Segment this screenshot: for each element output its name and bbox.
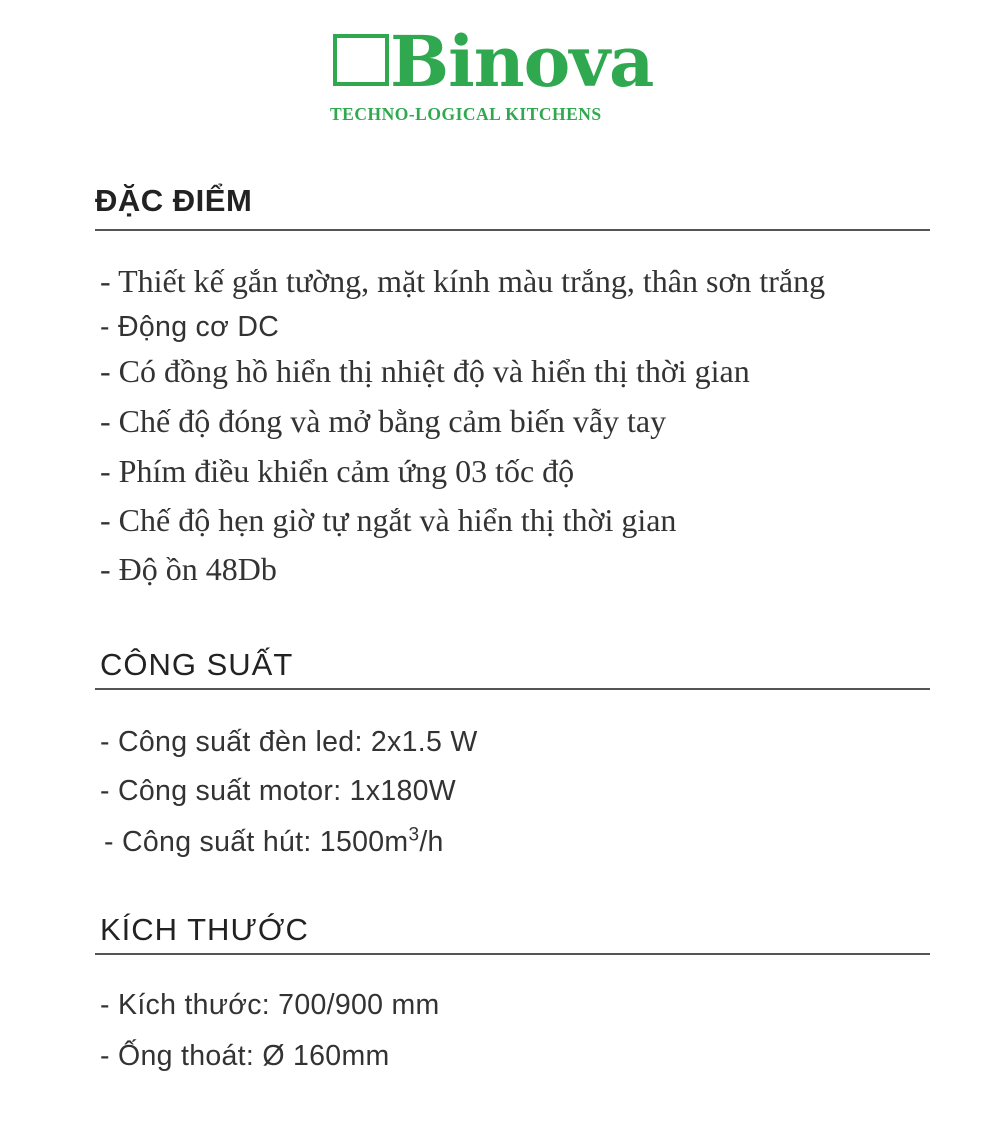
feature-item: - Có đồng hồ hiển thị nhiệt độ và hiển thị thời gian	[100, 353, 750, 389]
power-divider	[95, 688, 930, 690]
feature-item: - Chế độ đóng và mở bằng cảm biến vẫy tay	[100, 403, 667, 439]
dimension-item-size: - Kích thước: 700/900 mm	[100, 989, 440, 1021]
feature-item: - Chế độ hẹn giờ tự ngắt và hiển thị thời gian	[100, 502, 677, 538]
dimensions-title: KÍCH THƯỚC	[100, 912, 309, 947]
logo-square-icon	[333, 34, 389, 86]
brand-name: Binova	[390, 20, 654, 103]
power-item-led: - Công suất đèn led: 2x1.5 W	[100, 726, 478, 758]
brand-tagline: TECHNO-LOGICAL KITCHENS	[330, 104, 602, 124]
feature-item: - Độ ồn 48Db	[100, 551, 277, 587]
suction-suffix: /h	[419, 826, 444, 858]
dimension-item-pipe: - Ống thoát: Ø 160mm	[100, 1040, 390, 1072]
features-title: ĐẶC ĐIỂM	[95, 183, 253, 218]
power-item-motor: - Công suất motor: 1x180W	[100, 775, 456, 807]
feature-item: - Phím điều khiển cảm ứng 03 tốc độ	[100, 453, 575, 489]
features-divider	[95, 229, 930, 231]
suction-prefix: - Công suất hút: 1500m	[104, 826, 409, 858]
feature-item: - Thiết kế gắn tường, mặt kính màu trắng, thân sơn trắng	[100, 263, 826, 299]
suction-superscript: 3	[408, 824, 420, 846]
brand-logo	[330, 20, 680, 130]
power-item-suction	[104, 824, 444, 860]
dimensions-divider	[95, 953, 930, 955]
feature-item: - Động cơ DC	[100, 311, 280, 343]
power-title: CÔNG SUẤT	[100, 647, 294, 682]
